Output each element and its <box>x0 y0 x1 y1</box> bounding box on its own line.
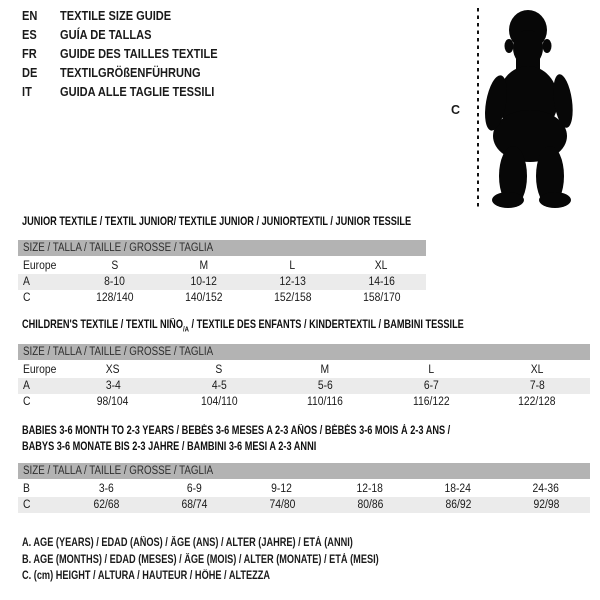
language-code: DE <box>22 65 38 80</box>
size-cell: L <box>428 364 434 376</box>
size-cell: M <box>320 364 330 376</box>
value-cell: 158/170 <box>362 292 401 304</box>
language-title: TEXTILGRÖßENFÜHRUNG <box>60 65 201 80</box>
babies-size-table <box>18 463 590 513</box>
value-cell: 4-5 <box>211 380 227 392</box>
value-cell: 110/116 <box>307 396 343 408</box>
row-label: B <box>23 483 30 495</box>
language-code: EN <box>22 8 38 23</box>
value-cell: 122/128 <box>518 396 556 408</box>
table-row <box>18 274 426 290</box>
value-cell: 3-6 <box>98 483 114 495</box>
row-label: A <box>23 380 30 392</box>
children-section-title: CHILDREN'S TEXTILE / TEXTIL $NIÑO_{/A}$ / TEXTILE DES ENFANTS / KINDERTEXTIL / BAMBINI TESSILE <box>22 319 464 334</box>
size-header-row: SIZE / TALLA / TAILLE / GRÖSSE / TAGLIA <box>18 344 590 360</box>
children-size-table <box>18 344 590 410</box>
value-cell: 62/68 <box>93 499 119 511</box>
size-cell: S <box>111 260 118 272</box>
babies-section-title: BABIES 3-6 MONTH TO 2-3 YEARS / BEBÉS 3-6 MESES A 2-3 AÑOS / BÉBÉS 3-6 MOIS À 2-3 ANS / BABYS 3-6 MONATE BIS 2-3 JAHRE / BAMBINI 3-6 MESI A 2-3 ANNI <box>22 425 451 453</box>
junior-section-title: JUNIOR TEXTILE / TEXTIL JUNIOR/ TEXTILE JUNIOR / JUNIORTEXTIL / JUNIOR TESSILE <box>22 216 412 228</box>
language-title: GUIDE DES TAILLES TEXTILE <box>60 46 218 61</box>
value-cell: 74/80 <box>269 499 295 511</box>
size-cell: S <box>215 364 223 376</box>
language-code: IT <box>22 84 32 99</box>
value-cell: 86/92 <box>445 499 471 511</box>
value-cell: 12-13 <box>279 276 306 288</box>
table-row <box>18 497 590 513</box>
height-dashed-line <box>477 8 479 210</box>
table-row <box>18 258 426 274</box>
size-cell: M <box>199 260 208 272</box>
table-row <box>18 290 426 306</box>
table-row <box>18 362 590 378</box>
value-cell: 128/140 <box>95 292 134 304</box>
language-code: ES <box>22 27 37 42</box>
row-label: C <box>23 499 31 511</box>
size-header-row: SIZE / TALLA / TAILLE / GRÖSSE / TAGLIA <box>18 240 426 256</box>
legend-footnotes <box>22 535 468 585</box>
value-cell: 152/158 <box>273 292 312 304</box>
language-row-es <box>22 25 245 44</box>
size-header-row: SIZE / TALLA / TAILLE / GRÖSSE / TAGLIA <box>18 463 590 479</box>
row-label: A <box>23 276 30 288</box>
table-row <box>18 378 590 394</box>
nino-a-subscript: /A <box>182 324 189 334</box>
value-cell: 116/122 <box>412 396 450 408</box>
value-cell: 10-12 <box>190 276 217 288</box>
table-row <box>18 481 590 497</box>
size-cell: L <box>289 260 296 272</box>
value-cell: 140/152 <box>184 292 223 304</box>
value-cell: 68/74 <box>181 499 207 511</box>
junior-size-table <box>18 240 426 306</box>
value-cell: 9-12 <box>271 483 293 495</box>
value-cell: 7-8 <box>529 380 545 392</box>
language-code: FR <box>22 46 37 61</box>
size-cell: XS <box>106 364 120 376</box>
value-cell: 80/86 <box>357 499 383 511</box>
row-label: C <box>23 292 31 304</box>
language-row-fr <box>22 44 245 63</box>
value-cell: 14-16 <box>368 276 395 288</box>
value-cell: 104/110 <box>200 396 238 408</box>
value-cell: 6-9 <box>186 483 202 495</box>
value-cell: 92/98 <box>533 499 559 511</box>
footnote-c: C. (cm) HEIGHT / ALTURA / HAUTEUR / HÖHE / ALTEZZA <box>22 570 271 582</box>
row-label: Europe <box>23 364 57 376</box>
value-cell: 98/104 <box>97 396 129 408</box>
value-cell: 5-6 <box>317 380 333 392</box>
value-cell: 8-10 <box>104 276 125 288</box>
language-title: GUÍA DE TALLAS <box>60 27 152 42</box>
footnote-a: A. AGE (YEARS) / EDAD (AÑOS) / ÂGE (ANS) / ALTER (JAHRE) / ETÀ (ANNI) <box>22 537 353 549</box>
value-cell: 12-18 <box>356 483 384 495</box>
footnote-b: B. AGE (MONTHS) / EDAD (MESES) / ÂGE (MOIS) / ALTER (MONATE) / ETÀ (MESI) <box>22 553 379 566</box>
value-cell: 18-24 <box>444 483 472 495</box>
language-title: TEXTILE SIZE GUIDE <box>60 8 172 23</box>
language-row-it <box>22 82 245 101</box>
height-measure-label: C <box>451 103 461 117</box>
language-row-en <box>22 6 245 25</box>
value-cell: 6-7 <box>423 380 439 392</box>
row-label: C <box>23 396 31 408</box>
baby-silhouette-icon <box>483 8 593 208</box>
table-row <box>18 394 590 410</box>
size-cell: XL <box>375 260 388 272</box>
size-cell: XL <box>530 364 544 376</box>
language-title: GUIDA ALLE TAGLIE TESSILI <box>60 84 215 99</box>
row-label: Europe <box>23 260 57 272</box>
value-cell: 24-36 <box>532 483 560 495</box>
language-row-de <box>22 63 245 82</box>
value-cell: 3-4 <box>105 380 121 392</box>
language-legend <box>22 6 245 101</box>
